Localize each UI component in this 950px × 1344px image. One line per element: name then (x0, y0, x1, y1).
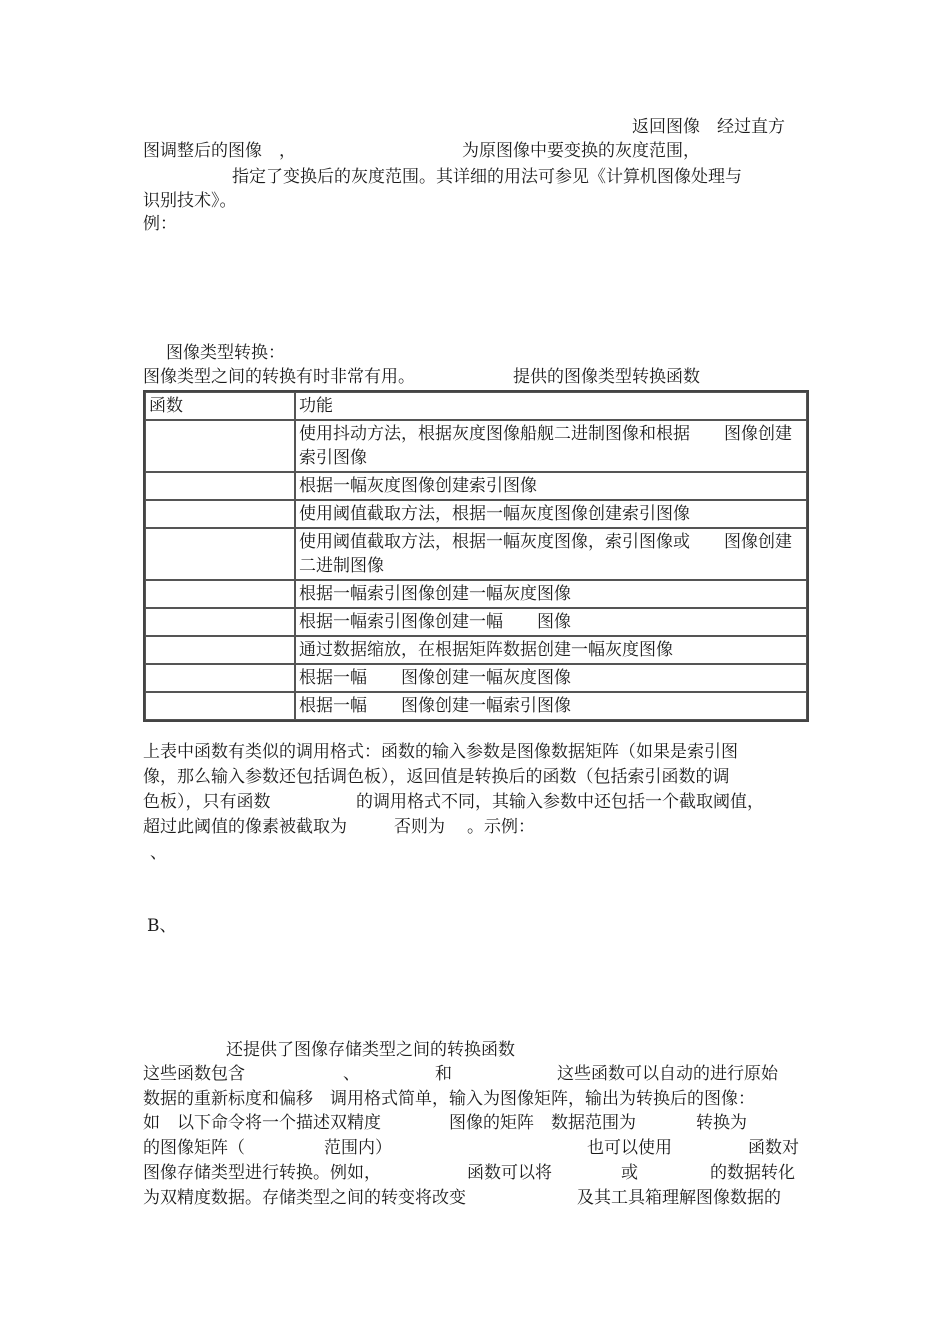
table-row (145, 636, 807, 664)
table-cell-description: 通过数据缩放，在根据矩阵数据创建一幅灰度图像 (295, 636, 807, 664)
table-cell-description: 根据一幅索引图像创建一幅灰度图像 (295, 580, 807, 608)
table-cell-function (145, 664, 295, 692)
table-cell-function (145, 500, 295, 528)
table-cell-description: 根据一幅灰度图像创建索引图像 (295, 472, 807, 500)
table-cell-description: 使用阈值截取方法，根据一幅灰度图像创建索引图像 (295, 500, 807, 528)
table-cell-description (295, 528, 807, 580)
example-label: 例： (143, 214, 177, 234)
table-cell-description: 根据一幅 图像创建一幅灰度图像 (295, 664, 807, 692)
table-cell-function (145, 528, 295, 580)
description-text: 使用抖动方法，根据灰度图像船舰二进制图像和根据 图像创建索引图像 (299, 424, 792, 468)
storage-heading: 还提供了图像存储类型之间的转换函数 (226, 1040, 515, 1060)
storage-line-6d: 的数据转化 (710, 1163, 795, 1183)
intro-line-2b: 为原图像中要变换的灰度范围， (462, 141, 700, 161)
table-row (145, 664, 807, 692)
table-header-function: 函数 (145, 392, 295, 420)
storage-line-5a: 的图像矩阵（ (143, 1138, 245, 1158)
after-table-line-4a: 超过此阈值的像素被截取为 (143, 817, 347, 837)
table-row (145, 500, 807, 528)
storage-line-3: 数据的重新标度和偏移 调用格式简单，输入为图像矩阵，输出为转换后的图像： (143, 1089, 755, 1109)
after-table-line-3b: 的调用格式不同，其输入参数中还包括一个截取阈值， (356, 792, 764, 812)
table-row (145, 580, 807, 608)
storage-line-2d: 这些函数可以自动的进行原始 (557, 1064, 778, 1084)
storage-line-6a: 图像存储类型进行转换。例如， (143, 1163, 381, 1183)
table-row (145, 692, 807, 720)
section-heading-type-conversion: 图像类型转换： (166, 343, 285, 363)
storage-line-5b: 范围内） (324, 1138, 392, 1158)
storage-line-5c: 也可以使用 (587, 1138, 672, 1158)
table-cell-description (295, 420, 807, 472)
after-table-line-3a: 色板），只有函数 (143, 792, 271, 812)
table-row (145, 608, 807, 636)
storage-line-4a: 如 以下命令将一个描述双精度 (143, 1113, 381, 1133)
storage-line-6c: 或 (621, 1163, 638, 1183)
description-text: 使用阈值截取方法，根据一幅灰度图像，索引图像或 图像创建二进制图像 (299, 532, 792, 576)
table-cell-function (145, 608, 295, 636)
table-cell-function (145, 472, 295, 500)
table-cell-function (145, 692, 295, 720)
table-cell-function (145, 636, 295, 664)
storage-line-2a: 这些函数包含 (143, 1064, 245, 1084)
table-row (145, 472, 807, 500)
type-intro-line-b: 提供的图像类型转换函数 (513, 367, 700, 387)
after-table-line-4c: 。示例： (467, 817, 535, 837)
table-row (145, 420, 807, 472)
storage-line-4b: 图像的矩阵 数据范围为 (449, 1113, 636, 1133)
storage-line-2b: 、 (343, 1064, 360, 1084)
table-header-row (145, 392, 807, 420)
storage-line-6b: 函数可以将 (467, 1163, 552, 1183)
table-cell-function (145, 580, 295, 608)
after-table-line-2: 像，那么输入参数还包括调色板），返回值是转换后的函数（包括索引函数的调 (143, 767, 730, 787)
after-table-line-1: 上表中函数有类似的调用格式：函数的输入参数是图像数据矩阵（如果是索引图 (143, 742, 738, 762)
example-mark-b: B、 (147, 916, 177, 936)
table-cell-function (145, 420, 295, 472)
intro-line-4: 识别技术》。 (143, 191, 237, 211)
storage-line-4c: 转换为 (696, 1113, 747, 1133)
intro-line-3: 指定了变换后的灰度范围。其详细的用法可参见《计算机图像处理与 (232, 167, 742, 187)
after-table-line-4b: 否则为 (394, 817, 445, 837)
intro-line-2a: 图调整后的图像 ， (143, 141, 296, 161)
storage-line-2c: 和 (435, 1064, 452, 1084)
type-intro-line-a: 图像类型之间的转换有时非常有用。 (143, 367, 415, 387)
storage-line-7a: 为双精度数据。存储类型之间的转变将改变 (143, 1188, 466, 1208)
storage-line-7b: 及其工具箱理解图像数据的 (577, 1188, 781, 1208)
table-row (145, 528, 807, 580)
table-header-feature: 功能 (295, 392, 807, 420)
example-mark-a: 、 (150, 843, 167, 863)
conversion-function-table (143, 390, 809, 722)
storage-line-5d: 函数对 (748, 1138, 799, 1158)
table-cell-description: 根据一幅索引图像创建一幅 图像 (295, 608, 807, 636)
table-cell-description: 根据一幅 图像创建一幅索引图像 (295, 692, 807, 720)
intro-line-1: 返回图像 经过直方 (632, 117, 785, 137)
